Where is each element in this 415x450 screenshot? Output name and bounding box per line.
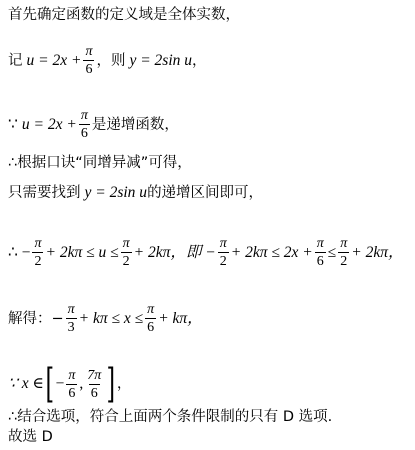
fraction-pi-6: $\frac{\pi}{6}$	[316, 236, 324, 269]
line-increasing	[8, 108, 179, 141]
y-def: y = 2sin u	[129, 51, 193, 69]
sub-then: ，则	[96, 52, 126, 69]
sub-comma: ，	[192, 52, 207, 69]
ineq-mid-2: + 2kπ，即 −	[133, 243, 216, 261]
line-solution	[8, 302, 203, 335]
fraction-pi-6: $\frac{\pi}{6}$	[68, 367, 76, 401]
fraction-pi-2: $\frac{\pi}{2}$	[34, 236, 42, 269]
interval-end: ，	[116, 376, 132, 392]
fraction-pi-2: $\frac{\pi}{2}$	[122, 236, 130, 269]
line-conclusion	[8, 408, 332, 426]
line-interval	[8, 361, 132, 407]
solve-label: 解得：−	[8, 310, 64, 327]
line-inequality	[8, 236, 403, 269]
interval-minus: −	[55, 375, 65, 392]
ineq-start: ∴ −	[8, 243, 31, 261]
conclusion-text: ∴结合选项，符合上面两个条件限制的只有 D 选项.	[8, 409, 333, 425]
answer-text: 故选 D	[8, 429, 53, 445]
find-suffix: 的递增区间即可，	[147, 185, 264, 201]
find-prefix: 只需要找到	[8, 185, 81, 201]
line-find-interval	[8, 184, 263, 202]
solve-end: + kπ，	[158, 309, 203, 327]
line-domain	[8, 6, 240, 24]
ineq-mid-1: + 2kπ ≤ u ≤	[45, 243, 119, 261]
sub-prefix: 记	[8, 52, 23, 69]
fraction-pi-6: $\frac{\pi}{6}$	[80, 108, 88, 141]
left-bracket: [	[45, 361, 55, 407]
rule-text: ∴根据口诀“同增异减”可得，	[8, 155, 192, 171]
solve-mid: + kπ ≤ x ≤	[78, 309, 144, 327]
fraction-pi-2: $\frac{\pi}{2}$	[340, 236, 348, 269]
because-symbol: ∵	[8, 115, 18, 133]
domain-text: 首先确定函数的定义域是全体实数，	[8, 7, 240, 23]
line-answer	[8, 428, 53, 446]
line-substitution	[8, 44, 207, 77]
y-expr: y = 2sin u	[84, 184, 148, 201]
fraction-7pi-6: $\frac{7\pi}{6}$	[87, 367, 102, 401]
fraction-pi-3: $\frac{\pi}{3}$	[67, 302, 75, 335]
u-def-2: u = 2x +	[21, 115, 77, 133]
fraction-pi-6: $\frac{\pi}{6}$	[85, 44, 93, 77]
x-in: ∵ x ∈	[8, 375, 44, 392]
interval-comma: ,	[79, 375, 84, 392]
line-rule	[8, 154, 192, 172]
ineq-le: ≤	[327, 243, 337, 261]
u-def: u = 2x +	[26, 51, 82, 69]
ineq-end: + 2kπ，	[351, 243, 404, 261]
fraction-pi-6: $\frac{\pi}{6}$	[147, 302, 155, 335]
right-bracket: ]	[106, 361, 116, 407]
increasing-text: 是递增函数，	[91, 116, 179, 133]
ineq-mid-3: + 2kπ ≤ 2x +	[230, 243, 313, 261]
fraction-pi-2: $\frac{\pi}{2}$	[219, 236, 227, 269]
